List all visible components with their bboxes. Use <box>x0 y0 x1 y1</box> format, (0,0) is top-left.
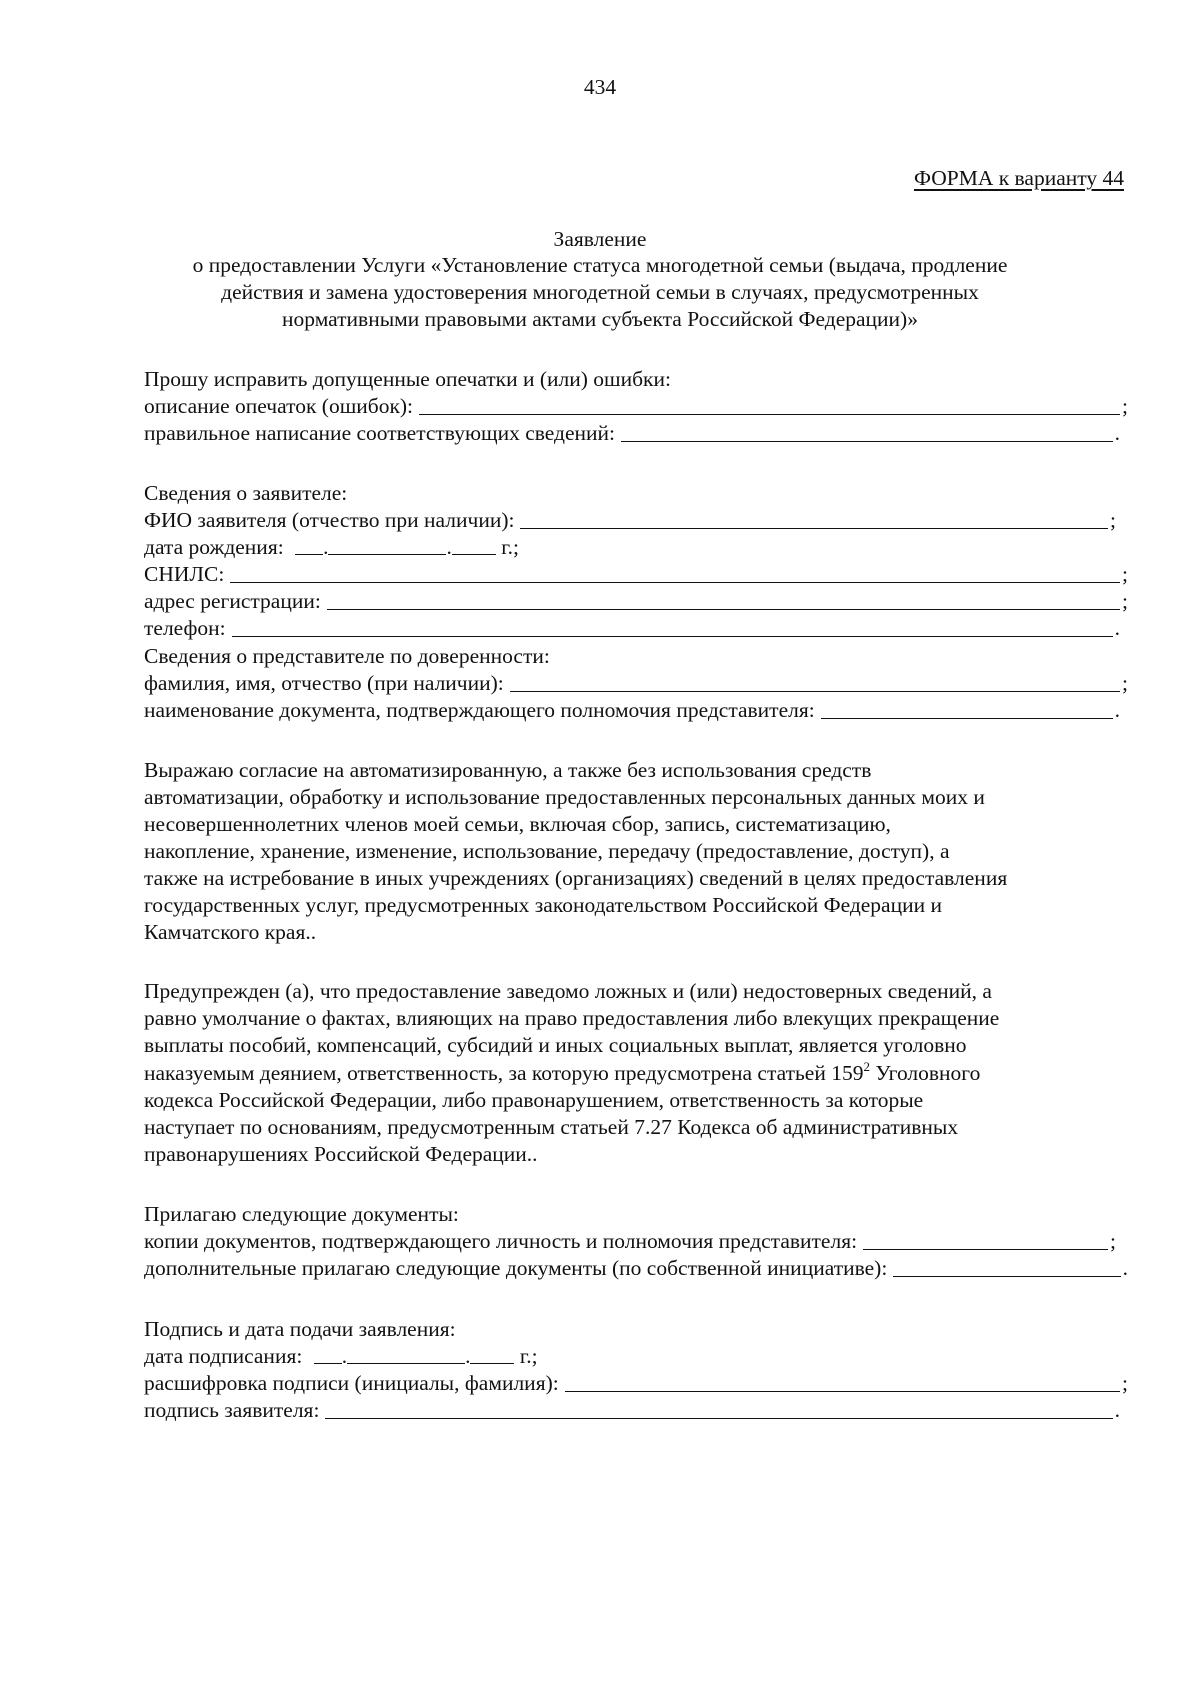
signature-sign-end: . <box>1114 1398 1120 1422</box>
applicant-phone-label: телефон: <box>144 616 226 640</box>
warning-line-5: кодекса Российской Федерации, либо правонарушением, ответственность за которые <box>144 1088 924 1112</box>
applicant-snils-field[interactable] <box>230 581 1120 583</box>
applicant-dob-day-field[interactable] <box>295 553 323 555</box>
corrections-correct-end: . <box>1114 421 1120 445</box>
representative-fio-field[interactable] <box>510 690 1120 692</box>
attachments-heading: Прилагаю следующие документы: <box>144 1202 459 1226</box>
warning-line-1: Предупрежден (а), что предоставление заведомо ложных и (или) недостоверных сведений, а <box>144 979 992 1003</box>
page-number: 434 <box>583 75 617 99</box>
corrections-correct-row <box>144 420 1120 447</box>
applicant-snils-row <box>144 561 1128 588</box>
warning-line-6: наступает по основаниям, предусмотренным статьей 7.27 Кодекса об административных <box>144 1115 959 1139</box>
signature-date-day-field[interactable] <box>314 1362 342 1364</box>
form-label: ФОРМА к варианту 44 <box>913 166 1124 190</box>
applicant-fio-row <box>144 507 1116 534</box>
attachments-additional-end: . <box>1122 1256 1128 1280</box>
representative-doc-field[interactable] <box>821 717 1113 719</box>
consent-line: Камчатского края.. <box>144 920 317 944</box>
signature-decoding-row <box>144 1370 1128 1397</box>
representative-doc-row <box>144 697 1120 724</box>
signature-heading: Подпись и дата подачи заявления: <box>144 1317 456 1341</box>
signature-decoding-label: расшифровка подписи (инициалы, фамилия): <box>144 1371 559 1395</box>
applicant-snils-end: ; <box>1122 562 1128 586</box>
signature-date-sep-1: . <box>341 1344 348 1368</box>
corrections-intro: Прошу исправить допущенные опечатки и (или) ошибки: <box>144 367 671 391</box>
applicant-dob-sep-1: . <box>323 535 329 559</box>
consent-line: Выражаю согласие на автоматизированную, а также без использования средств <box>144 758 872 782</box>
applicant-address-field[interactable] <box>327 608 1120 610</box>
applicant-fio-field[interactable] <box>520 527 1108 529</box>
warning-line-3: выплаты пособий, компенсаций, субсидий и иных социальных выплат, является уголовно <box>144 1033 967 1057</box>
signature-date-sep-2: . <box>465 1344 471 1368</box>
signature-sign-field[interactable] <box>325 1417 1112 1419</box>
attachments-copies-end: ; <box>1110 1229 1116 1253</box>
applicant-dob-suffix: г.; <box>495 535 519 559</box>
signature-date-label: дата подписания: <box>144 1344 303 1368</box>
attachments-copies-label: копии документов, подтверждающего личность и полномочия представителя: <box>144 1229 858 1253</box>
warning-line-4 <box>144 1060 980 1087</box>
consent-line: автоматизации, обработку и использование предоставленных персональных данных моих и <box>144 785 985 809</box>
signature-decoding-end: ; <box>1122 1371 1128 1395</box>
corrections-desc-row <box>144 393 1128 420</box>
title-line-4: нормативными правовыми актами субъекта Российской Федерации)» <box>282 307 918 331</box>
warning-line-4-post: Уголовного <box>869 1061 981 1085</box>
signature-sign-label: подпись заявителя: <box>144 1398 320 1422</box>
attachments-additional-label: дополнительные прилагаю следующие документы (по собственной инициативе): <box>144 1256 888 1280</box>
applicant-snils-label: СНИЛС: <box>144 562 225 586</box>
applicant-dob-month-field[interactable] <box>328 553 446 555</box>
corrections-correct-field[interactable] <box>621 440 1113 442</box>
applicant-address-end: ; <box>1122 589 1128 613</box>
applicant-phone-row <box>144 615 1120 642</box>
consent-line: государственных услуг, предусмотренных законодательством Российской Федерации и <box>144 893 942 917</box>
corrections-desc-end: ; <box>1122 394 1128 418</box>
warning-line-7: правонарушениях Российской Федерации.. <box>144 1142 538 1166</box>
title-line-1: Заявление <box>553 227 647 251</box>
signature-date-year-field[interactable] <box>470 1362 514 1364</box>
signature-decoding-field[interactable] <box>565 1390 1120 1392</box>
consent-line: также на истребование в иных учреждениях (организациях) сведений в целях предоставления <box>144 866 1008 890</box>
applicant-phone-field[interactable] <box>232 635 1113 637</box>
corrections-desc-field[interactable] <box>419 413 1120 415</box>
applicant-dob-year-field[interactable] <box>452 553 496 555</box>
applicant-dob-sep-2: . <box>446 535 452 559</box>
representative-doc-label: наименование документа, подтверждающего полномочия представителя: <box>144 698 815 722</box>
title-line-2: о предоставлении Услуги «Установление статуса многодетной семьи (выдача, продление <box>192 253 1008 277</box>
attachments-additional-field[interactable] <box>893 1275 1120 1277</box>
signature-date-row <box>144 1343 538 1370</box>
attachments-copies-field[interactable] <box>863 1248 1108 1250</box>
applicant-address-row <box>144 588 1128 615</box>
applicant-heading: Сведения о заявителе: <box>144 481 348 505</box>
warning-line-4-pre: наказуемым деянием, ответственность, за которую предусмотрена статьей 159 <box>144 1061 864 1085</box>
attachments-additional-row <box>144 1255 1128 1282</box>
applicant-fio-label: ФИО заявителя (отчество при наличии): <box>144 508 515 532</box>
representative-heading: Сведения о представителе по доверенности: <box>144 644 550 668</box>
applicant-phone-end: . <box>1114 616 1120 640</box>
signature-sign-row <box>144 1397 1120 1424</box>
consent-line: накопление, хранение, изменение, использование, передачу (предоставление, доступ), а <box>144 839 950 863</box>
applicant-dob-row <box>144 534 519 561</box>
representative-doc-end: . <box>1114 698 1120 722</box>
title-line-3: действия и замена удостоверения многодетной семьи в случаях, предусмотренных <box>221 280 979 304</box>
applicant-address-label: адрес регистрации: <box>144 589 321 613</box>
representative-fio-label: фамилия, имя, отчество (при наличии): <box>144 671 504 695</box>
consent-line: несовершеннолетних членов моей семьи, включая сбор, запись, систематизацию, <box>144 812 891 836</box>
representative-fio-end: ; <box>1122 671 1128 695</box>
applicant-fio-end: ; <box>1110 508 1116 532</box>
signature-date-month-field[interactable] <box>347 1362 465 1364</box>
corrections-desc-label: описание опечаток (ошибок): <box>144 394 414 418</box>
corrections-correct-label: правильное написание соответствующих сведений: <box>144 421 616 445</box>
warning-line-2: равно умолчание о фактах, влияющих на право предоставления либо влекущих прекращение <box>144 1006 1000 1030</box>
representative-fio-row <box>144 670 1128 697</box>
article-superscript: 2 <box>863 1059 870 1074</box>
signature-date-suffix: г.; <box>514 1344 538 1368</box>
attachments-copies-row <box>144 1228 1116 1255</box>
applicant-dob-label: дата рождения: <box>144 535 284 559</box>
